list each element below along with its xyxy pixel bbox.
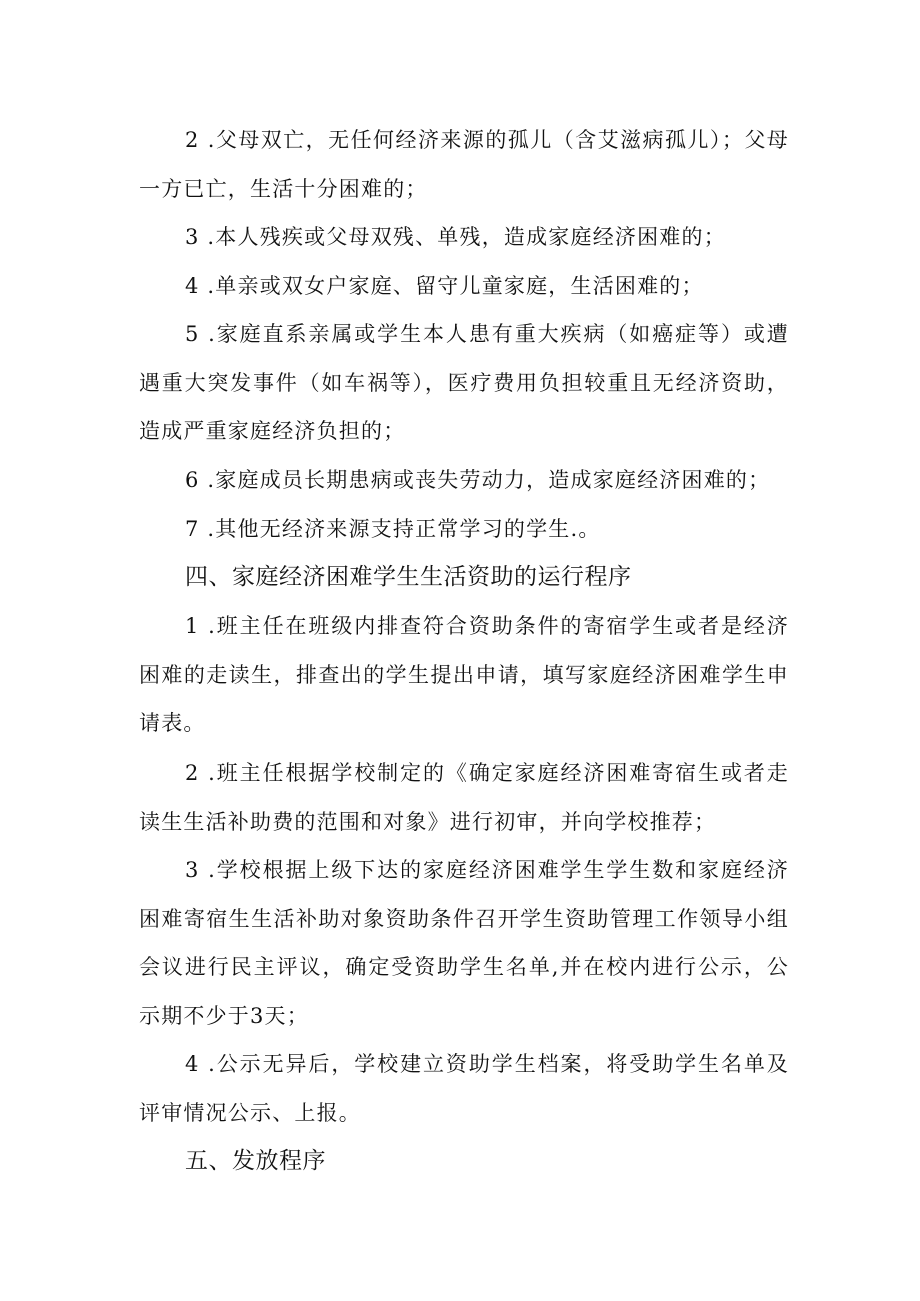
procedure-step-2: 2 .班主任根据学校制定的《确定家庭经济困难寄宿生或者走读生生活补助费的范围和对象》进行初审，并向学校推荐； [139, 761, 789, 834]
section-heading-four: 四、家庭经济困难学生生活资助的运行程序 [185, 564, 632, 590]
paragraph-item-4: 4 .单亲或双女户家庭、留守儿童家庭，生活困难的； [185, 274, 704, 298]
paragraph-item-6: 6 .家庭成员长期患病或丧失劳动力，造成家庭经济困难的； [185, 468, 771, 492]
paragraph-item-2: 2 .父母双亡，无任何经济来源的孤儿（含艾滋病孤儿）；父母一方已亡，生活十分困难的； [139, 128, 789, 201]
procedure-step-4: 4 .公示无异后，学校建立资助学生档案，将受助学生名单及评审情况公示、上报。 [139, 1052, 789, 1125]
procedure-step-1: 1 .班主任在班级内排查符合资助条件的寄宿学生或者是经济困难的走读生，排查出的学生提出申请，填写家庭经济困难学生申请表。 [139, 614, 789, 735]
paragraph-item-3: 3 .本人残疾或父母双残、单残，造成家庭经济困难的； [185, 225, 726, 249]
paragraph-item-5: 5 .家庭直系亲属或学生本人患有重大疾病（如癌症等）或遭遇重大突发事件（如车祸等），医疗费用负担较重且无经济资助，造成严重家庭经济负担的； [139, 322, 789, 443]
procedure-step-3: 3 .学校根据上级下达的家庭经济困难学生学生数和家庭经济困难寄宿生生活补助对象资助条件召开学生资助管理工作领导小组会议进行民主评议，确定受资助学生名单,并在校内进行公示，公示期不少于3天； [139, 858, 789, 1028]
section-heading-five: 五、发放程序 [185, 1148, 326, 1174]
paragraph-item-7: 7 .其他无经济来源支持正常学习的学生.。 [185, 517, 601, 541]
